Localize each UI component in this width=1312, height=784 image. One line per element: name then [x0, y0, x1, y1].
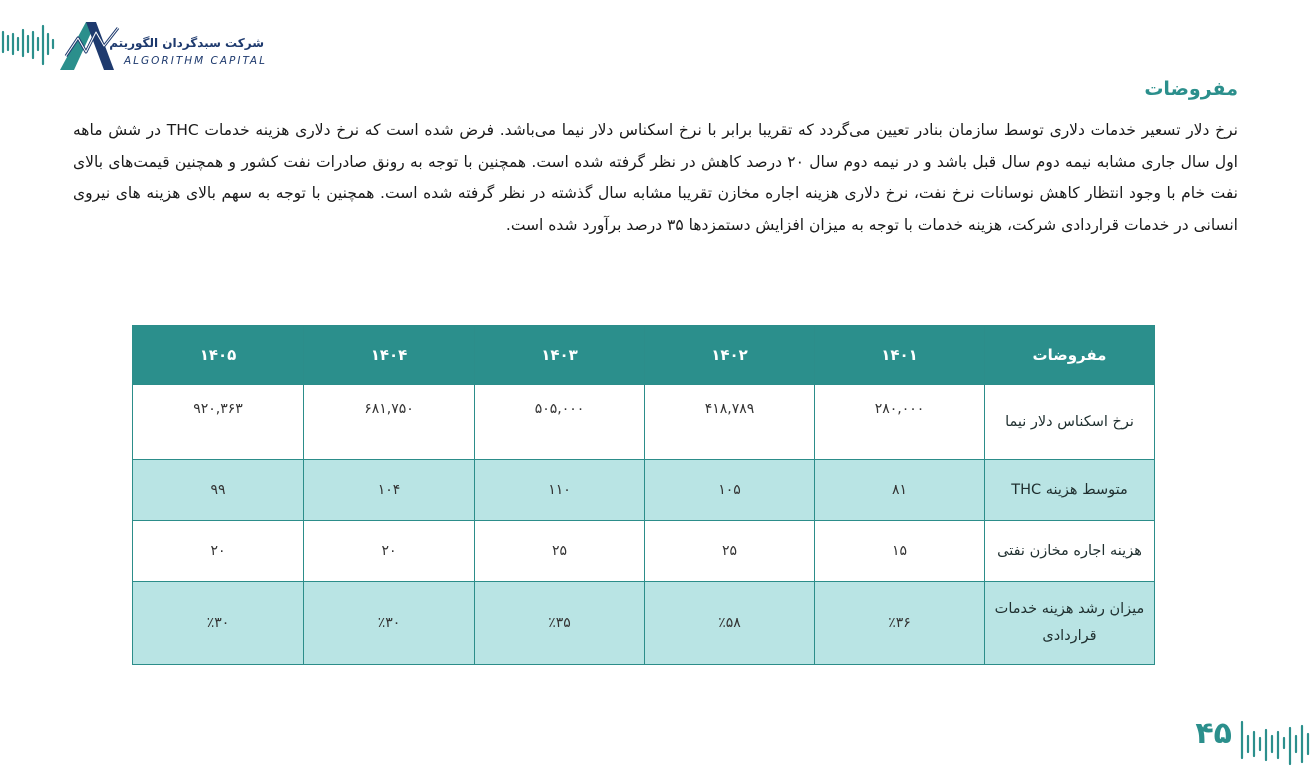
table-cell: ۲۵ — [475, 521, 645, 582]
table-header-row — [133, 326, 1155, 385]
table-cell: ۴۱۸,۷۸۹ — [645, 385, 815, 460]
assumptions-table-wrapper — [133, 325, 1155, 665]
table-cell: ۵۰۵,۰۰۰ — [475, 385, 645, 460]
table-cell: ٪۳۶ — [815, 582, 985, 665]
table-cell: ٪۳۰ — [304, 582, 475, 665]
table-cell: ۲۰ — [133, 521, 304, 582]
table-cell: ۶۸۱,۷۵۰ — [304, 385, 475, 460]
header-cell-1404: ۱۴۰۴ — [304, 326, 475, 385]
table-cell: ۱۰۵ — [645, 460, 815, 521]
assumptions-paragraph: نرخ دلار تسعیر خدمات دلاری توسط سازمان بنادر تعیین می‌گردد که تقریبا برابر با نرخ اسکناس دلار نیما می‌باشد. فرض شده است که نرخ دلاری هزینه خدمات THC در شش ماهه اول سال جاری مشابه نیمه دوم سال قبل باشد و در نیمه دوم سال ۲۰ درصد کاهش در نظر گرفته شده است. همچنین با توجه به رونق صادرات نفت کشور و همچنین قیمت‌های بالای نفت خام با وجود انتظار کاهش نوسانات نرخ نفت، نرخ دلاری هزینه اجاره مخازن تقریبا مشابه سال گذشته در نظر گرفته شده است. همچنین با توجه به سهم بالای هزینه های نیروی انسانی در خدمات قراردادی شرکت، هزینه خدمات با توجه به میزان افزایش دستمزدها ۳۵ درصد برآورد شده است. — [73, 121, 1238, 234]
table-cell: ۲۵ — [645, 521, 815, 582]
table-cell: ۹۹ — [133, 460, 304, 521]
sound-bars-icon — [1238, 718, 1312, 774]
table-row — [133, 582, 1155, 665]
table-cell: ۲۰ — [304, 521, 475, 582]
header-cell-1402: ۱۴۰۲ — [645, 326, 815, 385]
table-row — [133, 385, 1155, 460]
table-cell: ۹۲۰,۳۶۳ — [133, 385, 304, 460]
table-cell: ۱۵ — [815, 521, 985, 582]
row-label: هزینه اجاره مخازن نفتی — [985, 521, 1155, 582]
table-cell: ٪۳۰ — [133, 582, 304, 665]
logo-name-fa: شرکت سبدگردان الگوریتم — [109, 36, 264, 50]
header-cell-assumptions: مفروضات — [985, 326, 1155, 385]
company-logo — [0, 18, 270, 74]
table-cell: ۱۱۰ — [475, 460, 645, 521]
table-cell: ۸۱ — [815, 460, 985, 521]
table-row — [133, 460, 1155, 521]
logo-name-en: ALGORITHM CAPITAL — [124, 55, 267, 67]
page-number: ۴۵ — [1195, 716, 1232, 751]
sound-bars-icon — [0, 20, 58, 68]
assumptions-table — [132, 325, 1155, 665]
header-cell-1401: ۱۴۰۱ — [815, 326, 985, 385]
row-label: میزان رشد هزینه خدمات قراردادی — [985, 582, 1155, 665]
row-label: نرخ اسکناس دلار نیما — [985, 385, 1155, 460]
table-cell: ۱۰۴ — [304, 460, 475, 521]
table-cell: ٪۳۵ — [475, 582, 645, 665]
table-row — [133, 521, 1155, 582]
header-cell-1405: ۱۴۰۵ — [133, 326, 304, 385]
logo-text — [109, 36, 267, 68]
header-cell-1403: ۱۴۰۳ — [475, 326, 645, 385]
table-cell: ٪۵۸ — [645, 582, 815, 665]
table-cell: ۲۸۰,۰۰۰ — [815, 385, 985, 460]
row-label: متوسط هزینه THC — [985, 460, 1155, 521]
section-title: مفروضات — [1144, 78, 1238, 100]
